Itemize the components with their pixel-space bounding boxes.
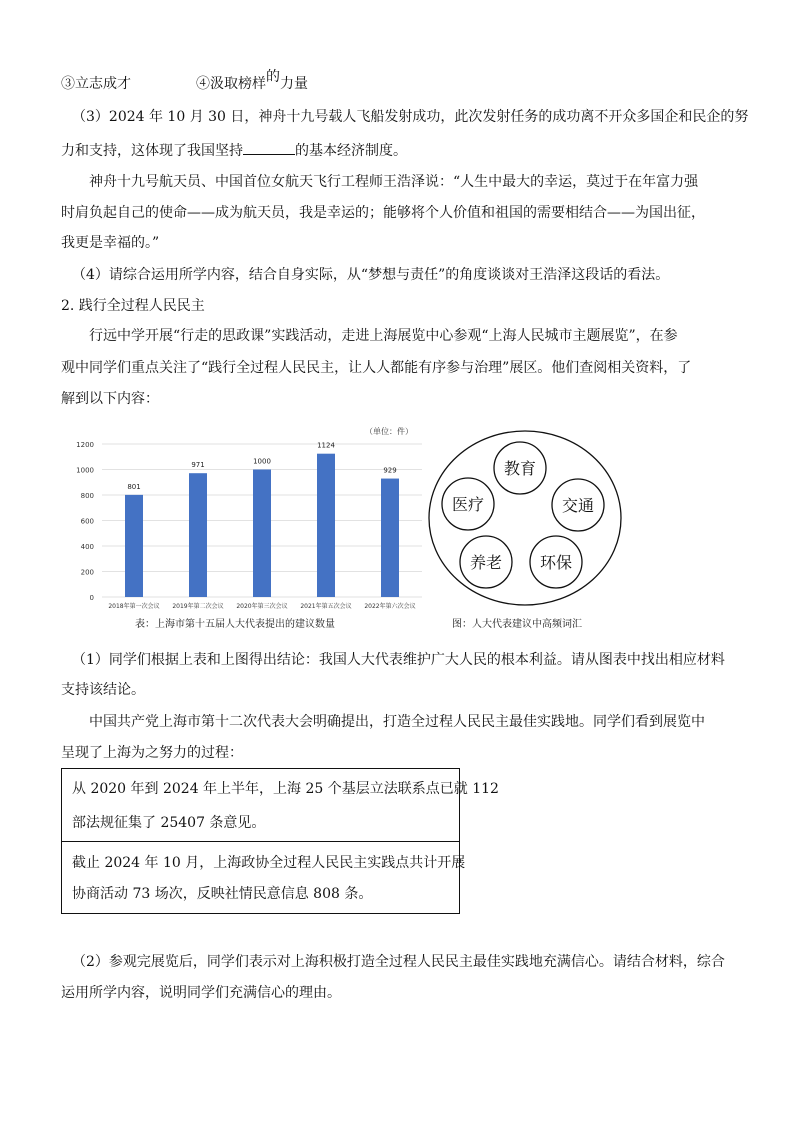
chart-y-tick-label: 1000: [76, 466, 94, 475]
material-box-2-line-1: 截止 2024 年 10 月，上海政协全过程人民民主实践点共计开展: [72, 855, 466, 871]
material-box-2: [61, 841, 466, 914]
chart-y-tick-label: 0: [89, 594, 94, 602]
chart-bar: [253, 470, 271, 598]
chart-x-tick-label: 2021年第五次会议: [300, 603, 352, 610]
word-environment: 环保: [539, 553, 573, 572]
material-box-1: [61, 768, 499, 842]
intro-line-3: 解到以下内容：: [61, 391, 159, 407]
chart-y-tick-label: 200: [80, 568, 94, 577]
high-frequency-words-diagram: [426, 418, 636, 634]
chart-bar: [189, 473, 207, 597]
question-1-line-2: 支持该结论。: [61, 682, 145, 698]
chart-x-tick-label: 2020年第三次会议: [236, 603, 288, 610]
chart-x-tick-label: 2022年第六次会议: [364, 603, 416, 610]
chart-x-tick-label: 2018年第一次会议: [108, 603, 160, 610]
option-4-text: ④汲取榜样: [196, 76, 266, 92]
material-box-1-line-2: 部法规征集了 25407 条意见。: [72, 815, 266, 831]
question-3-text-end: 的基本经济制度。: [295, 143, 407, 159]
word-bubble-elderly-care: [460, 536, 512, 588]
chart-data-label: 971: [191, 461, 205, 470]
chart-bar: [125, 495, 143, 597]
quote-line-1: 神舟十九号航天员、中国首位女航天飞行工程师王浩泽说：“人生中最大的幸运，莫过于在年富力强: [89, 174, 699, 190]
quote-line-3: 我更是幸福的。”: [61, 235, 160, 251]
word-transport: 交通: [561, 496, 595, 515]
chart-y-tick-label: 600: [80, 517, 94, 526]
question-4: （4）请综合运用所学内容，结合自身实际，从“梦想与责任”的角度谈谈对王浩泽这段话的看法。: [72, 267, 670, 283]
word-elderly-care: 养老: [469, 553, 503, 572]
chart-x-tick-label: 2019年第二次会议: [172, 603, 224, 610]
material-line-1: 中国共产党上海市第十二次代表大会明确提出，打造全过程人民民主最佳实践地。同学们看到展览中: [89, 714, 705, 730]
intro-line-2: 观中同学们重点关注了“践行全过程人民民主，让人人都能有序参与治理”展区。他们查阅相关资料，了: [61, 360, 692, 376]
intro-line-1: 行远中学开展“行走的思政课”实践活动，走进上海展览中心参观“上海人民城市主题展览”，在参: [89, 328, 678, 344]
question-3-line-1: （3）2024 年 10 月 30 日，神舟十九号载人飞船发射成功，此次发射任务的成功离不开众多国企和民企的努: [72, 109, 749, 125]
chart-data-label: 929: [383, 466, 397, 475]
quote-line-2: 时肩负起自己的使命——成为航天员，我是幸运的；能够将个人价值和祖国的需要相结合——为国出征，: [61, 205, 705, 221]
chart-data-label: 1000: [253, 457, 271, 466]
bar-chart: [60, 418, 430, 634]
word-bubble-education: [494, 442, 546, 494]
option-4-text-end: 力量: [280, 76, 308, 92]
chart-y-tick-label: 1200: [76, 441, 94, 449]
word-medical: 医疗: [451, 495, 485, 514]
chart-unit-note: （单位：件）: [365, 427, 413, 436]
diagram-caption: 图：人大代表建议中高频词汇: [452, 619, 582, 630]
word-bubble-transport: [552, 479, 604, 531]
section-heading: 2. 践行全过程人民民主: [61, 298, 205, 314]
chart-data-label: 801: [127, 482, 141, 491]
chart-bar: [381, 479, 399, 597]
chart-y-tick-label: 400: [80, 543, 94, 551]
question-2-line-2: 运用所学内容，说明同学们充满信心的理由。: [61, 985, 341, 1001]
question-3-line-2: [61, 140, 407, 161]
answer-blank[interactable]: [243, 140, 295, 155]
outer-ellipse: [429, 431, 621, 605]
question-3-text: 力和支持，这体现了我国坚持: [61, 143, 243, 159]
chart-y-tick-label: 800: [80, 492, 94, 500]
question-2-line-1: （2）参观完展览后，同学们表示对上海积极打造全过程人民民主最佳实践地充满信心。请结合材料，综合: [72, 954, 725, 970]
option-4: [196, 69, 308, 94]
word-bubble-medical: [442, 478, 494, 530]
chart-data-label: 1124: [317, 441, 335, 450]
chart-bar: [317, 454, 335, 597]
material-line-2: 呈现了上海为之努力的过程：: [61, 745, 243, 761]
material-box-2-line-2: 协商活动 73 场次，反映社情民意信息 808 条。: [72, 886, 373, 902]
chart-caption: 表：上海市第十五届人大代表提出的建议数量: [135, 619, 335, 630]
question-1-line-1: （1）同学们根据上表和上图得出结论：我国人大代表维护广大人民的根本利益。请从图表中找出相应材料: [72, 652, 725, 668]
word-education: 教育: [503, 459, 537, 478]
word-bubble-environment: [530, 536, 582, 588]
material-box-1-line-1: 从 2020 年到 2024 年上半年，上海 25 个基层立法联系点已就 112: [72, 781, 499, 797]
option-4-de: 的: [266, 69, 280, 85]
option-3: ③立志成才: [61, 76, 131, 92]
